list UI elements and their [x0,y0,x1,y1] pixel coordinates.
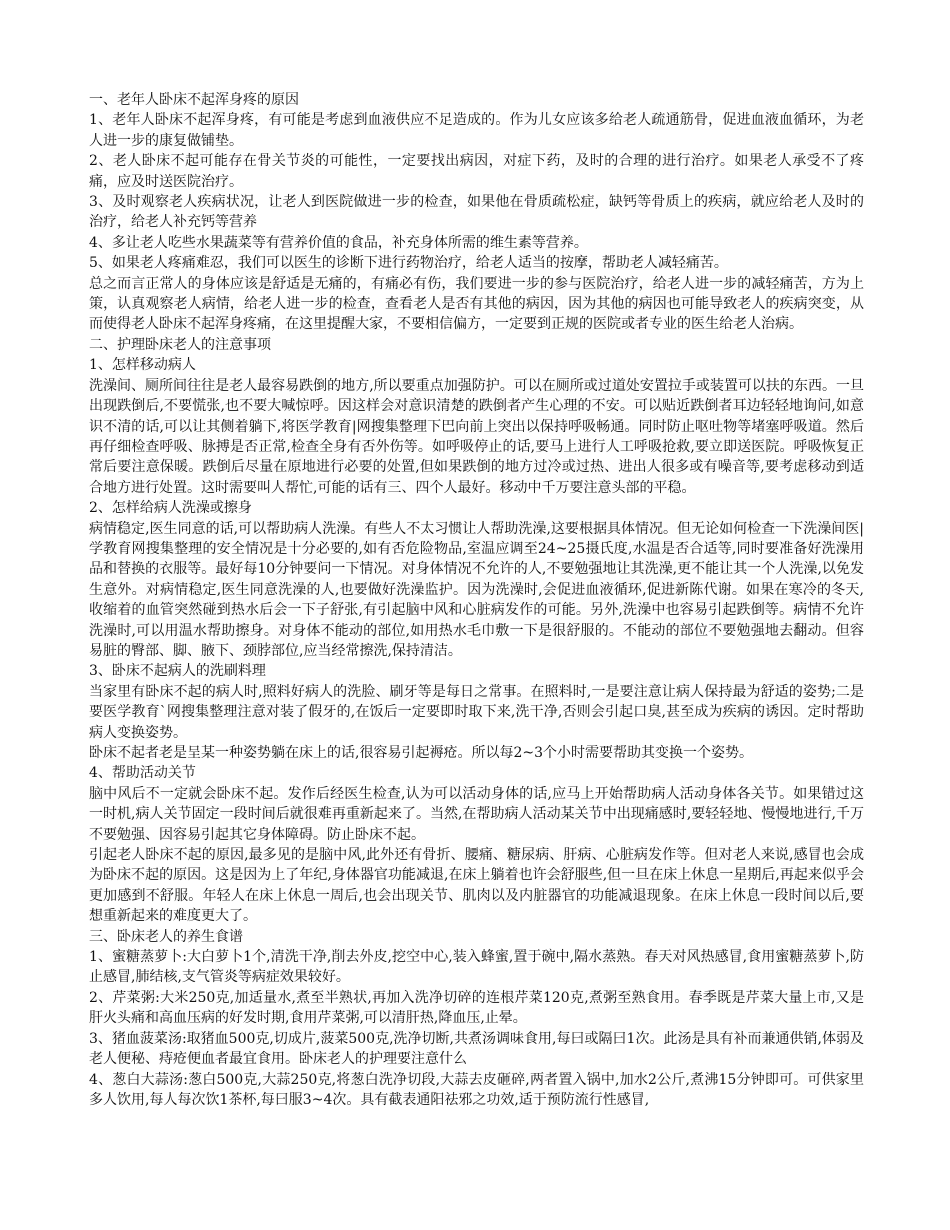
section-heading-1: 一、老年人卧床不起浑身疼的原因 [89,92,299,108]
paragraph: 总之而言正常人的身体应该是舒适是无痛的，有痛必有伤，我们要进一步的参与医院治疗，给老人进一步的减轻痛苦，方为上策，认真观察老人病情，给老人进一步的检查，查看老人是否有其他的病因，因为其他的病因也可能导致老人的疾病突变，从而使得老人卧床不起浑身疼痛，在这里提醒大家，不要相信偏方，一定要到正规的医院或者专业的医生给老人治病。 [89,275,864,333]
section-heading-3: 三、卧床老人的养生食谱 [89,928,243,945]
sub-heading: 3、卧床不起病人的洗刷料理 [89,663,266,680]
recipe-item: 1、蜜糖蒸萝卜:大白萝卜1个,清洗干净,削去外皮,挖空中心,装入蜂蜜,置于碗中,隔水蒸熟。春天对风热感冒,食用蜜糖蒸萝卜,防止感冒,肺结核,支气管炎等病症效果较好。 [89,949,864,986]
recipe-item: 3、猪血菠菜汤:取猪血500克,切成片,菠菜500克,洗净切断,共煮汤调味食用,每曰或隔曰1次。此汤是具有补而兼通供销,体弱及老人便秘、痔疮便血者最宜食用。卧床老人的护理要注意什么 [89,1030,864,1068]
paragraph: 病情稳定,医生同意的话,可以帮助病人洗澡。有些人不太习惯让人帮助洗澡,这要根据具体情况。但无论如何检查一下洗澡间医|学教育网搜集整理的安全情况是十分必要的,如有否危险物品,室温应调至24~25摄氏度,水温是否合适等,同时要准备好洗澡用品和替换的衣服等。最好每10分钟要问一下情况。对身体情况不允许的人,不要勉强地让其洗澡,更不能让其一个人洗澡,以免发生意外。对病情稳定,医生同意洗澡的人,也要做好洗澡监护。因为洗澡时,会促进血液循环,促进新陈代谢。如果在寒冷的冬天,收缩着的血管突然碰到热水后会一下子舒张,有引起脑中风和心脏病发作的可能。另外,洗澡中也容易引起跌倒等。病情不允许洗澡时,可以用温水帮助擦身。对身体不能动的部位,如用热水毛巾敷一下是很舒服的。不能动的部位不要勉强地去翻动。但容易脏的臀部、脚、腋下、颈脖部位,应当经常擦洗,保持清洁。 [89,520,864,659]
paragraph: 3、及时观察老人疾病状况，让老人到医院做进一步的检查，如果他在骨质疏松症，缺钙等骨质上的疾病，就应给老人及时的治疗，给老人补充钙等营养 [89,194,864,231]
recipe-item: 2、芹菜粥:大米250克,加适量水,煮至半熟状,再加入洗净切碎的连根芹菜120克,煮粥至熟食用。春季既是芹菜大量上市,又是肝火头痛和高血压病的好发时期,食用芹菜粥,可以清肝热,降血压,止晕。 [89,989,864,1027]
paragraph: 4、多让老人吃些水果蔬菜等有营养价值的食品，补充身体所需的维生素等营养。 [89,234,588,251]
paragraph: 引起老人卧床不起的原因,最多见的是脑中风,此外还有骨折、腰痛、糖尿病、肝病、心脏病发作等。但对老人来说,感冒也会成为卧床不起的原因。这是因为上了年纪,身体器官功能减退,在床上躺着也许会舒服些,但一旦在床上休息一星期后,再起来似乎会更加感到不舒服。年轻人在床上休息一周后,也会出现关节、肌肉以及内脏器官的功能减退现象。在床上休息一段时间以后,要想重新起来的难度更大了。 [89,847,864,925]
sub-heading: 1、怎样移动病人 [89,357,196,374]
paragraph: 卧床不起者老是呈某一种姿势躺在床上的话,很容易引起褥疮。所以每2~3个小时需要帮助其变换一个姿势。 [89,745,753,761]
sub-heading: 4、帮助活动关节 [89,765,196,782]
paragraph: 5、如果老人疼痛难忍，我们可以医生的诊断下进行药物治疗，给老人适当的按摩，帮助老人减轻痛苦。 [89,255,728,272]
sub-heading: 2、怎样给病人洗澡或擦身 [89,500,252,517]
recipe-item: 4、葱白大蒜汤:葱白500克,大蒜250克,将葱白洗净切段,大蒜去皮砸碎,两者置入锅中,加水2公斤,煮沸15分钟即可。可供家里多人饮用,每人每次饮1茶杯,每曰服3~4次。具有截表通阳祛邪之功效,适于预防流行性感冒, [89,1071,864,1108]
paragraph: 当家里有卧床不起的病人时,照料好病人的洗脸、刷牙等是每日之常事。在照料时,一是要注意让病人保持最为舒适的姿势;二是要医学教育`网搜集整理注意对装了假牙的,在饭后一定要即时取下来,洗干净,否则会引起口臭,甚至成为疾病的诱因。定时帮助病人变换姿势。 [89,683,864,741]
paragraph: 脑中风后不一定就会卧床不起。发作后经医生检查,认为可以活动身体的话,应马上开始帮助病人活动身体各关节。如果错过这一时机,病人关节固定一段时间后就很难再重新起来了。当然,在帮助病人活动某关节中出现痛感时,要轻轻地、慢慢地进行,千万不要勉强、因容易引起其它身体障碍。防止卧床不起。 [89,785,864,843]
section-heading-2: 二、护理卧床老人的注意事项 [89,336,271,353]
paragraph: 2、老人卧床不起可能存在骨关节炎的可能性，一定要找出病因，对症下药，及时的合理的进行治疗。如果老人承受不了疼痛，应及时送医院治疗。 [89,153,864,190]
paragraph: 1、老年人卧床不起浑身疼，有可能是考虑到血液供应不足造成的。作为儿女应该多给老人疏通筋骨，促进血液血循环，为老人进一步的康复做铺垫。 [89,112,864,149]
document-body [89,90,864,1110]
paragraph: 洗澡间、厕所间往往是老人最容易跌倒的地方,所以要重点加强防护。可以在厕所或过道处安置拉手或装置可以扶的东西。一旦出现跌倒后,不要慌张,也不要大喊惊呼。因这样会对意识清楚的跌倒者产生心理的不安。可以贴近跌倒者耳边轻轻地询问,如意识不清的话,可以让其侧着躺下,将医学教育|网搜集整理下巴向前上突出以保持呼吸畅通。同时防止呕吐物等堵塞呼吸道。然后再仔细检查呼吸、脉搏是否正常,检查全身有否外伤等。如呼吸停止的话,要马上进行人工呼吸抢救,要立即送医院。呼吸恢复正常后要注意保暖。跌倒后尽量在原地进行必要的处置,但如果跌倒的地方过冷或过热、进出人很多或有噪音等,要考虑移动到适合地方进行处置。这时需要叫人帮忙,可能的话有三、四个人最好。移动中千万要注意头部的平稳。 [89,377,864,496]
